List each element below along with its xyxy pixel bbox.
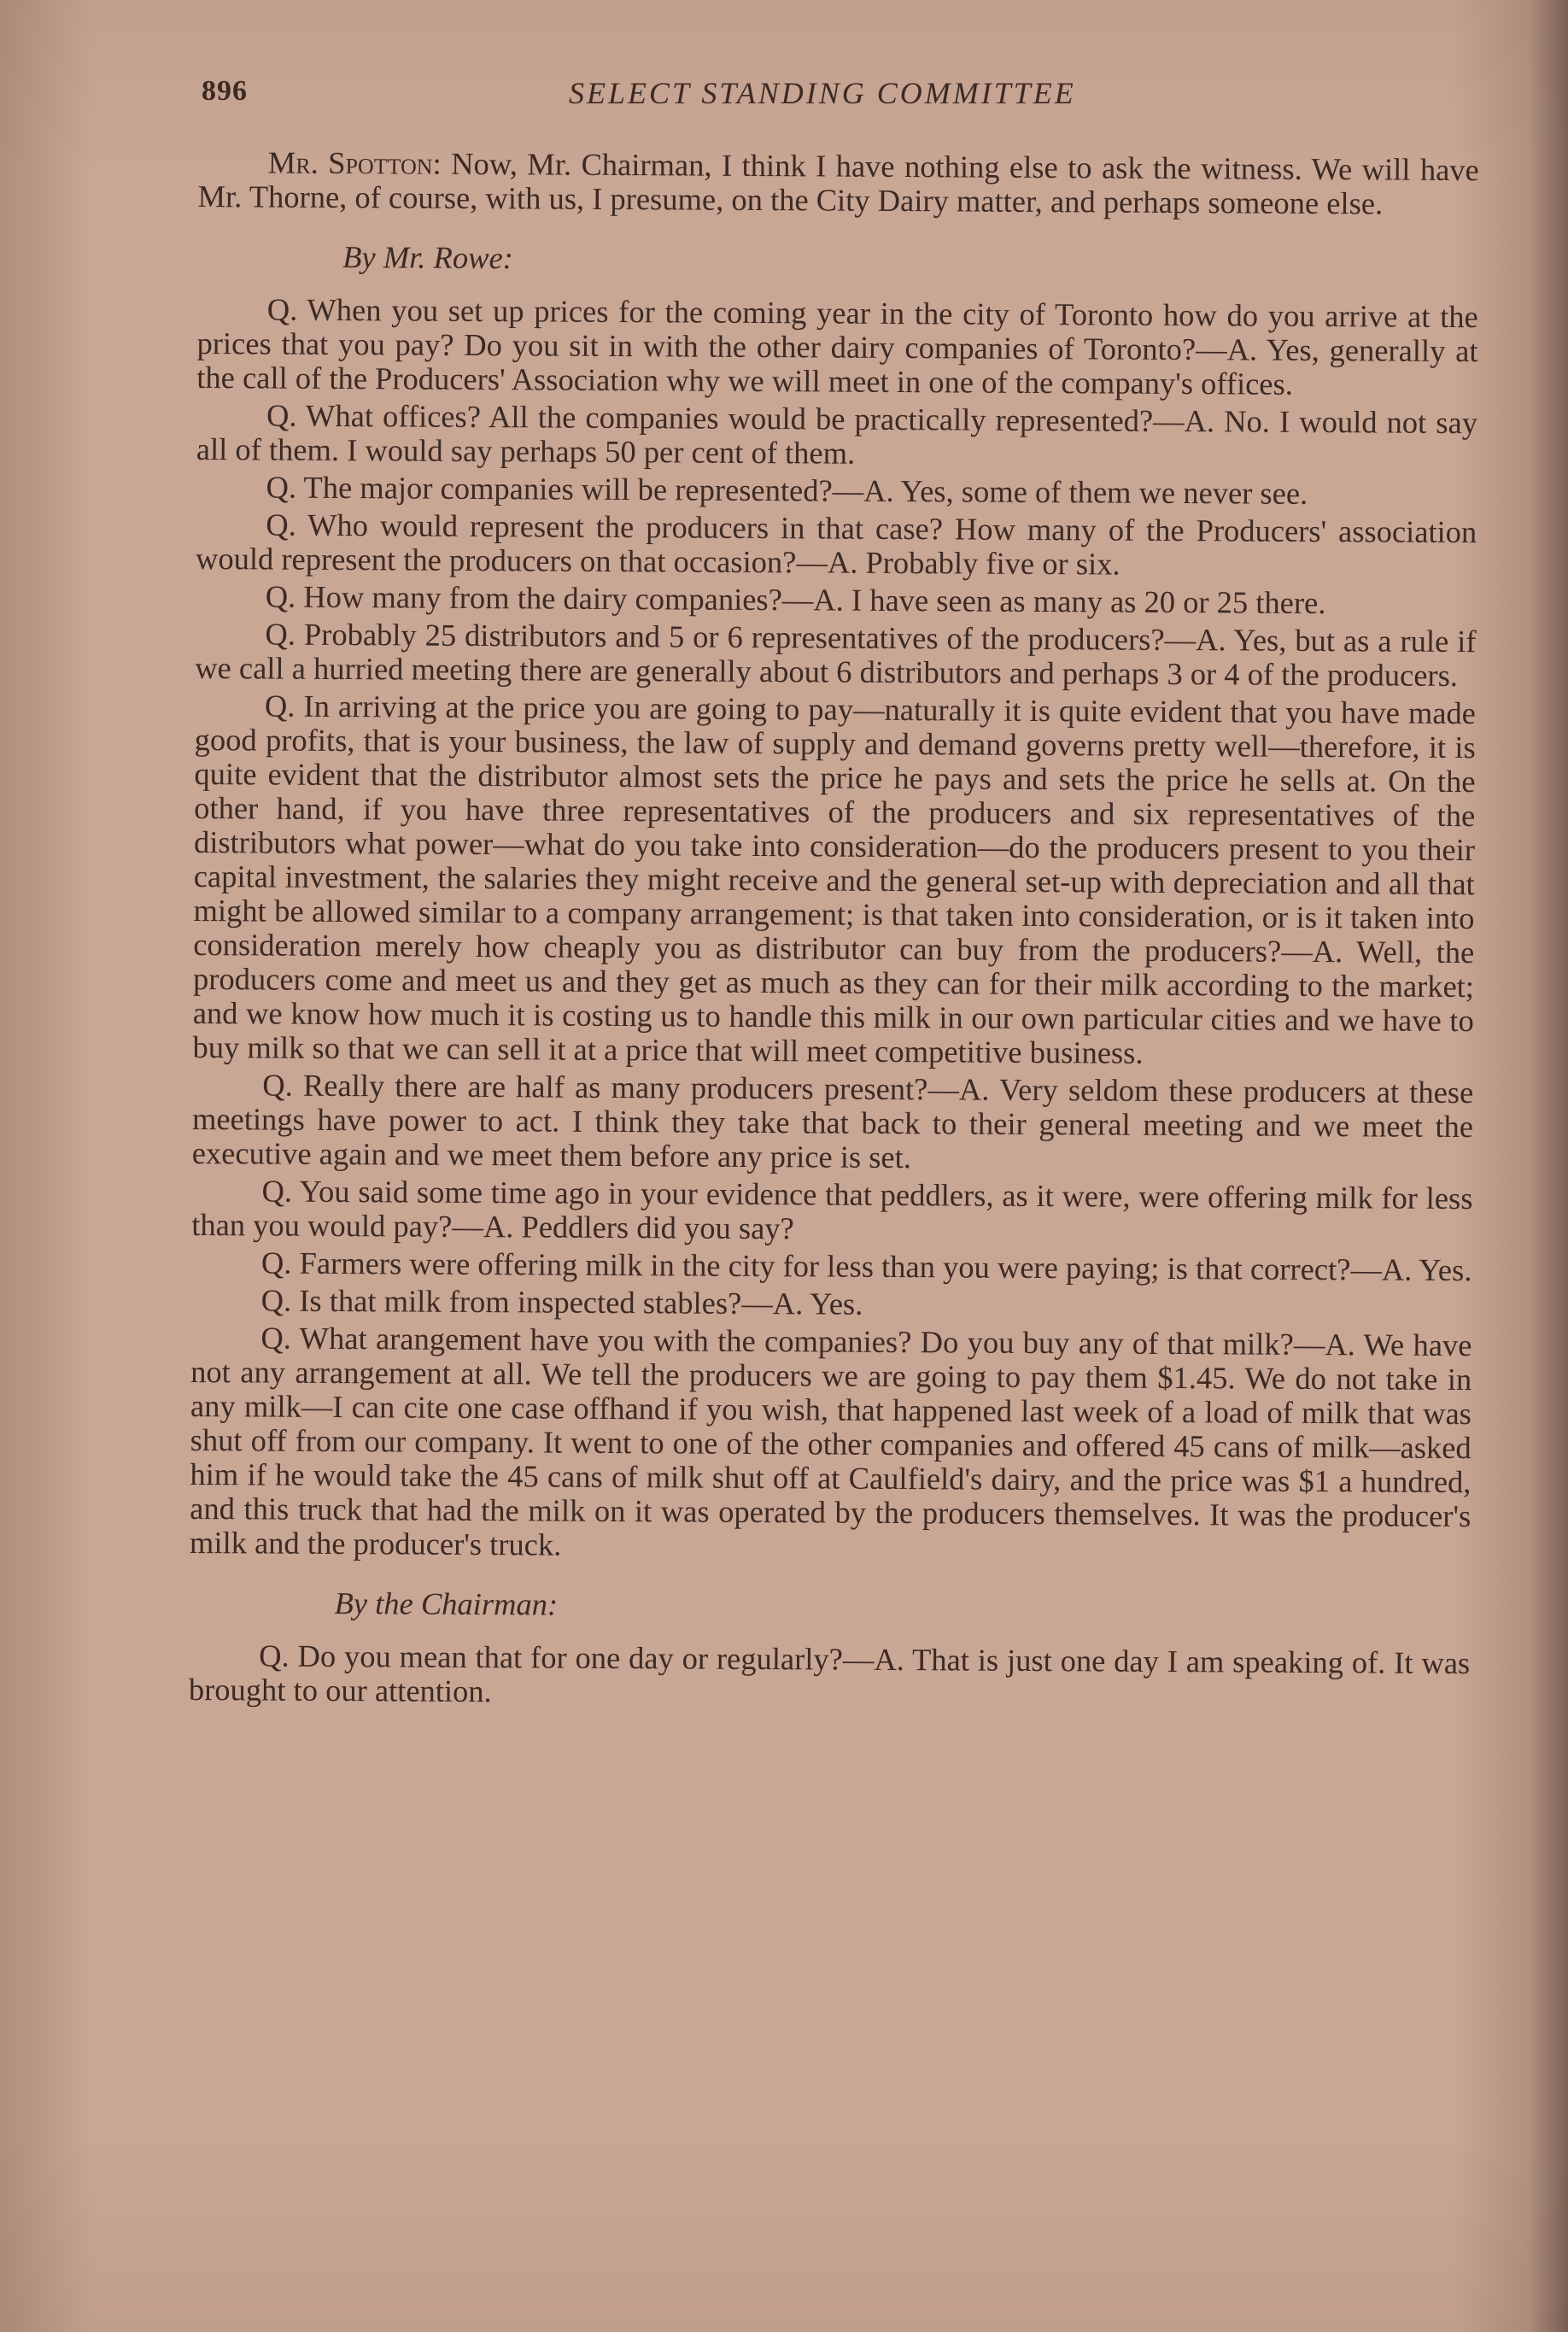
paragraph: Q. Probably 25 distributors and 5 or 6 representatives of the producers?—A. Yes, but as a rule if we call a hurried meeting there are generally about 6 distributors and perhaps 3 or 4 of the producers. <box>195 616 1477 694</box>
running-title: SELECT STANDING COMMITTEE <box>569 76 1076 110</box>
paragraph: Q. When you set up prices for the coming year in the city of Toronto how do you arrive at the prices that you pay? Do you sit in with the other dairy companies of Toronto?—A. Yes, generally at the call of the Producers' Association why we will meet in one of the company's offices. <box>196 291 1478 401</box>
byline-rowe: By Mr. Rowe: <box>342 239 514 276</box>
paragraph: Q. You said some time ago in your evidence that peddlers, as it were, were offering milk for less than you would pay?—A. Peddlers did you say? <box>191 1173 1473 1246</box>
page-number: 896 <box>202 75 248 107</box>
paragraph: Q. Is that milk from inspected stables?—A. Yes. <box>260 1282 863 1321</box>
byline-chairman: By the Chairman: <box>334 1585 559 1622</box>
paragraph: Q. In arriving at the price you are going to pay—naturally it is quite evident that you have made good profits, that is your business, the law of supply and demand governs pretty well—therefore, it is quite evident that the distributor almost sets the price he pays and sets the price he sells at. On the other hand, if you have three representatives of the producers and six representatives of the distributors what power—what do you take into consideration—do the producers present to you their capital investment, the salaries they might receive and the general set-up with depreciation and all that might be allowed similar to a company arrangement; is that taken into consideration, or is it taken into consideration merely how cheaply you as distributor can buy from the producers?—A. Well, the producers come and meet us and they get as much as they can for their milk according to the market; and we know how much it is costing us to handle this milk in our own particular cities and we have to buy milk so that we can sell it at a price that will meet competitive business. <box>192 688 1477 1070</box>
speaker-name: Mr. Spotton: <box>267 144 442 181</box>
paragraph: Q. How many from the dairy companies?—A. I have seen as many as 20 or 25 there. <box>265 578 1326 621</box>
paragraph: Q. The major companies will be represented?—A. Yes, some of them we never see. <box>266 469 1308 511</box>
paragraph: Q. What offices? All the companies would be practically represented?—A. No. I would not say all of them. I would say perhaps 50 per cent of them. <box>196 397 1478 471</box>
paragraph: Q. Who would represent the producers in that case? How many of the Producers' association would represent the producers on that occasion?—A. Probably five or six. <box>195 507 1477 582</box>
paragraph: Q. Do you mean that for one day or regularly?—A. That is just one day I am speaking of. It was brought to our attention. <box>188 1638 1471 1709</box>
paragraph: Q. Really there are half as many producers present?—A. Very seldom these producers at these meetings have power to act. I think they take that back to their general meeting and we meet the executive again and we meet them before any price is set. <box>191 1067 1474 1175</box>
paragraph: Q. What arangement have you with the companies? Do you buy any of that milk?—A. We have not any arrangement at all. We tell the producers we are going to pay them $1.45. We do not take in any milk—I can cite one case offhand if you wish, that happened last week of a load of milk that was shut off from our company. It went to one of the other companies and offered 45 cans of milk—asked him if he would take the 45 cans of milk shut off at Caulfield's dairy, and the price was $1 a hundred, and this truck that had the milk on it was operated by the producers themselves. It was the producer's milk and the producer's truck. <box>189 1320 1472 1562</box>
speaker-statement: Now, Mr. Chairman, I think I have nothing else to ask the witness. We will have Mr. Thorne, of course, with us, I presume, on the City Dairy matter, and perhaps someone else. <box>197 145 1479 221</box>
paragraph-spotton <box>198 145 1479 221</box>
body-text <box>189 145 1479 1718</box>
page-header <box>202 75 1483 118</box>
paragraph: Q. Farmers were offering milk in the city for less than you were paying; is that correct?—A. Yes. <box>260 1245 1472 1288</box>
